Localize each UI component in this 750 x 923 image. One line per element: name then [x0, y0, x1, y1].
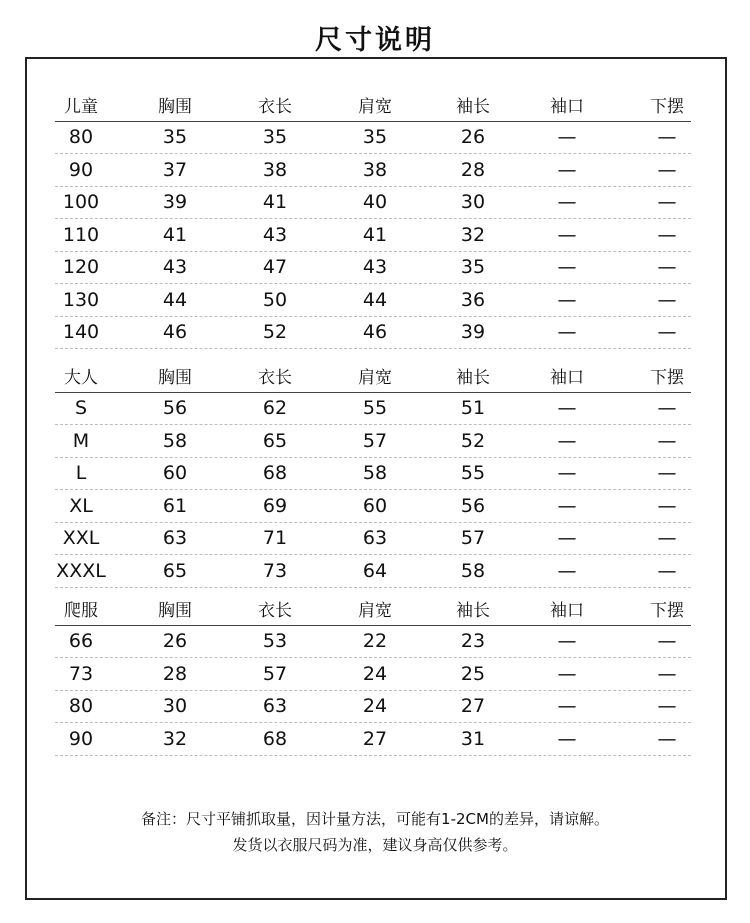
cell-shoulder: 24 — [362, 695, 388, 718]
cell-cuff: — — [557, 191, 577, 214]
cell-chest: 58 — [162, 429, 188, 452]
cell-hem: — — [657, 397, 677, 420]
cell-chest: 61 — [162, 494, 188, 517]
cell-cuff: — — [557, 695, 577, 718]
page-title: 尺寸说明 — [315, 25, 435, 56]
cell-shoulder: 35 — [362, 126, 388, 149]
cell-shoulder: 40 — [362, 191, 388, 214]
cell-cuff: — — [557, 559, 577, 582]
cell-sleeve-length: 55 — [460, 462, 486, 485]
cell-hem: — — [657, 256, 677, 279]
table-row — [55, 691, 691, 724]
cell-size: 130 — [62, 288, 100, 311]
cell-chest: 35 — [162, 126, 188, 149]
cell-chest: 44 — [162, 288, 188, 311]
cell-cuff: — — [557, 527, 577, 550]
cell-length: 38 — [262, 158, 288, 181]
cell-chest: 37 — [162, 158, 188, 181]
cell-size: 120 — [62, 256, 100, 279]
cell-sleeve-length: 58 — [460, 559, 486, 582]
cell-length: 73 — [262, 559, 288, 582]
header-chest: 胸围 — [158, 601, 192, 622]
cell-shoulder: 57 — [362, 429, 388, 452]
header-cuff: 袖口 — [550, 97, 584, 118]
table-row — [55, 425, 691, 458]
cell-length: 62 — [262, 397, 288, 420]
adult-size-table — [55, 360, 691, 588]
table-row — [55, 555, 691, 588]
header-length: 衣长 — [258, 97, 292, 118]
cell-hem: — — [657, 223, 677, 246]
cell-shoulder: 63 — [362, 527, 388, 550]
cell-size: 66 — [68, 630, 94, 653]
romper-size-table — [55, 593, 691, 756]
table-row — [55, 626, 691, 659]
note-line-2: 发货以衣服尺码为准，建议身高仅供参考。 — [232, 836, 518, 854]
cell-length: 35 — [262, 126, 288, 149]
cell-chest: 30 — [162, 695, 188, 718]
cell-cuff: — — [557, 462, 577, 485]
cell-chest: 46 — [162, 321, 188, 344]
cell-hem: — — [657, 321, 677, 344]
header-length: 衣长 — [258, 368, 292, 389]
table-row — [55, 658, 691, 691]
table-row — [55, 252, 691, 285]
cell-length: 68 — [262, 462, 288, 485]
cell-sleeve-length: 31 — [460, 727, 486, 750]
cell-size: 110 — [62, 223, 100, 246]
cell-hem: — — [657, 462, 677, 485]
cell-shoulder: 41 — [362, 223, 388, 246]
cell-length: 65 — [262, 429, 288, 452]
cell-hem: — — [657, 191, 677, 214]
cell-length: 69 — [262, 494, 288, 517]
cell-chest: 28 — [162, 662, 188, 685]
cell-size: 73 — [68, 662, 94, 685]
cell-size: L — [75, 462, 87, 485]
children-header-row — [55, 89, 691, 122]
cell-size: 100 — [62, 191, 100, 214]
cell-shoulder: 38 — [362, 158, 388, 181]
cell-sleeve-length: 52 — [460, 429, 486, 452]
table-row — [55, 219, 691, 252]
cell-sleeve-length: 56 — [460, 494, 486, 517]
cell-shoulder: 27 — [362, 727, 388, 750]
cell-shoulder: 64 — [362, 559, 388, 582]
header-sleeve-length: 袖长 — [456, 601, 490, 622]
cell-shoulder: 60 — [362, 494, 388, 517]
header-chest: 胸围 — [158, 97, 192, 118]
cell-size: M — [72, 429, 90, 452]
cell-chest: 39 — [162, 191, 188, 214]
header-size: 儿童 — [64, 97, 98, 118]
cell-sleeve-length: 26 — [460, 126, 486, 149]
cell-hem: — — [657, 527, 677, 550]
table-row — [55, 187, 691, 220]
header-sleeve-length: 袖长 — [456, 97, 490, 118]
cell-chest: 56 — [162, 397, 188, 420]
cell-cuff: — — [557, 288, 577, 311]
header-hem: 下摆 — [650, 601, 684, 622]
cell-cuff: — — [557, 727, 577, 750]
cell-length: 68 — [262, 727, 288, 750]
table-row — [55, 458, 691, 491]
table-row — [55, 154, 691, 187]
table-row — [55, 317, 691, 350]
cell-length: 43 — [262, 223, 288, 246]
cell-shoulder: 55 — [362, 397, 388, 420]
cell-size: 90 — [68, 727, 94, 750]
cell-sleeve-length: 28 — [460, 158, 486, 181]
cell-length: 63 — [262, 695, 288, 718]
cell-sleeve-length: 57 — [460, 527, 486, 550]
cell-sleeve-length: 36 — [460, 288, 486, 311]
cell-size: S — [74, 397, 88, 420]
romper-header-row — [55, 593, 691, 626]
cell-chest: 41 — [162, 223, 188, 246]
cell-hem: — — [657, 695, 677, 718]
cell-size: XXL — [62, 527, 100, 550]
table-row — [55, 723, 691, 756]
cell-hem: — — [657, 662, 677, 685]
cell-size: 80 — [68, 695, 94, 718]
cell-cuff: — — [557, 397, 577, 420]
cell-shoulder: 58 — [362, 462, 388, 485]
cell-chest: 60 — [162, 462, 188, 485]
cell-sleeve-length: 35 — [460, 256, 486, 279]
cell-sleeve-length: 25 — [460, 662, 486, 685]
cell-hem: — — [657, 727, 677, 750]
cell-sleeve-length: 51 — [460, 397, 486, 420]
cell-size: 80 — [68, 126, 94, 149]
header-chest: 胸围 — [158, 368, 192, 389]
cell-cuff: — — [557, 223, 577, 246]
header-shoulder: 肩宽 — [358, 368, 392, 389]
cell-sleeve-length: 39 — [460, 321, 486, 344]
cell-hem: — — [657, 630, 677, 653]
header-sleeve-length: 袖长 — [456, 368, 490, 389]
cell-length: 57 — [262, 662, 288, 685]
cell-chest: 26 — [162, 630, 188, 653]
cell-shoulder: 44 — [362, 288, 388, 311]
header-hem: 下摆 — [650, 368, 684, 389]
cell-shoulder: 46 — [362, 321, 388, 344]
cell-cuff: — — [557, 126, 577, 149]
cell-length: 52 — [262, 321, 288, 344]
table-row — [55, 393, 691, 426]
cell-chest: 43 — [162, 256, 188, 279]
cell-length: 50 — [262, 288, 288, 311]
header-hem: 下摆 — [650, 97, 684, 118]
header-length: 衣长 — [258, 601, 292, 622]
cell-sleeve-length: 23 — [460, 630, 486, 653]
cell-shoulder: 22 — [362, 630, 388, 653]
table-row — [55, 122, 691, 155]
cell-sleeve-length: 32 — [460, 223, 486, 246]
cell-hem: — — [657, 288, 677, 311]
cell-size: XXXL — [56, 559, 106, 582]
cell-sleeve-length: 30 — [460, 191, 486, 214]
cell-cuff: — — [557, 321, 577, 344]
cell-size: 140 — [62, 321, 100, 344]
cell-chest: 65 — [162, 559, 188, 582]
header-size: 大人 — [64, 368, 98, 389]
children-size-table — [55, 89, 691, 349]
cell-hem: — — [657, 559, 677, 582]
cell-hem: — — [657, 494, 677, 517]
header-cuff: 袖口 — [550, 368, 584, 389]
cell-shoulder: 43 — [362, 256, 388, 279]
cell-chest: 32 — [162, 727, 188, 750]
cell-chest: 63 — [162, 527, 188, 550]
table-row — [55, 523, 691, 556]
cell-hem: — — [657, 126, 677, 149]
cell-cuff: — — [557, 256, 577, 279]
cell-length: 47 — [262, 256, 288, 279]
cell-cuff: — — [557, 429, 577, 452]
cell-cuff: — — [557, 630, 577, 653]
table-row — [55, 284, 691, 317]
cell-hem: — — [657, 158, 677, 181]
cell-cuff: — — [557, 494, 577, 517]
cell-length: 41 — [262, 191, 288, 214]
adult-header-row — [55, 360, 691, 393]
cell-length: 53 — [262, 630, 288, 653]
header-shoulder: 肩宽 — [358, 97, 392, 118]
header-size: 爬服 — [64, 601, 98, 622]
cell-cuff: — — [557, 662, 577, 685]
cell-sleeve-length: 27 — [460, 695, 486, 718]
cell-hem: — — [657, 429, 677, 452]
cell-shoulder: 24 — [362, 662, 388, 685]
table-row — [55, 490, 691, 523]
cell-length: 71 — [262, 527, 288, 550]
note-line-1: 备注：尺寸平铺抓取量，因计量方法，可能有1-2CM的差异，请谅解。 — [141, 810, 609, 828]
header-shoulder: 肩宽 — [358, 601, 392, 622]
cell-size: 90 — [68, 158, 94, 181]
header-cuff: 袖口 — [550, 601, 584, 622]
cell-size: XL — [69, 494, 93, 517]
cell-cuff: — — [557, 158, 577, 181]
